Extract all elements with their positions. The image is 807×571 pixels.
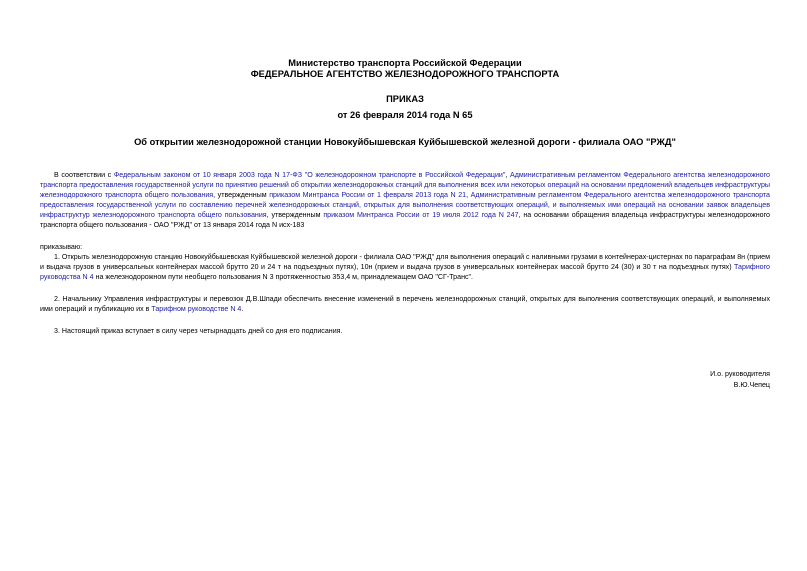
item-3-paragraph: 3. Настоящий приказ вступает в силу через четырнадцать дней со дня его подписания. <box>54 327 343 335</box>
item-1-text-1: 1. Открыть железнодорожную станцию Новокуйбышевская Куйбышевской железной дороги - филиала ОАО "РЖД" для выполнения операций с наливными грузами в контейнерах-цистернах по параграфам 8н (прием и выдача грузов в универсальных контейнерах массой брутто 20 и 24 т на подъездных путях), 10н (прием и выдача грузов в универсальных контейнерах массой брутто 24 (30) и 30 т на подъездных путях) <box>40 253 770 271</box>
item-1-paragraph <box>40 252 770 282</box>
preamble-text-1: В соответствии с <box>54 171 114 179</box>
agency-heading: ФЕДЕРАЛЬНОЕ АГЕНТСТВО ЖЕЛЕЗНОДОРОЖНОГО ТРАНСПОРТА <box>250 69 560 79</box>
order-21-link[interactable]: приказом Минтранса России от 1 февраля 2013 года N 21 <box>269 191 467 199</box>
document-type: ПРИКАЗ <box>386 94 424 104</box>
preamble-text-3: , утвержденным <box>213 191 270 199</box>
preamble-text-4: , <box>466 191 471 199</box>
tariff-guide-link-2[interactable]: Тарифном руководстве N 4 <box>151 305 242 313</box>
federal-law-link[interactable]: Федеральным законом от 10 января 2003 года N 17-ФЗ "О железнодорожном транспорте в Российской Федерации" <box>113 171 506 179</box>
preamble-text-5: , утвержденным <box>266 211 324 219</box>
ministry-heading: Министерство транспорта Российской Федерации <box>288 58 522 68</box>
item-2-text-2: . <box>241 305 244 313</box>
document-title: Об открытии железнодорожной станции Новокуйбышевская Куйбышевской железной дороги - филиала ОАО "РЖД" <box>134 137 676 147</box>
tariff-guide-link-1[interactable]: Тарифного руководства N 4 <box>40 263 770 281</box>
signatory-name: В.Ю.Чепец <box>733 381 770 389</box>
document-page <box>40 0 770 571</box>
order-247-link[interactable]: приказом Минтранса России от 19 июля 2012 года N 247 <box>323 211 519 219</box>
prikazyvayu-text: приказываю: <box>40 243 83 251</box>
signatory-position: И.о. руководителя <box>710 370 770 378</box>
item-2-paragraph <box>40 294 770 314</box>
item-2-text-1: 2. Начальнику Управления инфраструктуры и перевозок Д.В.Шпади обеспечить внесение изменений в перечень железнодорожных станций, открытых для выполнения соответствующих операций, и выполняемых ими операций и публикацию их в <box>40 295 770 313</box>
document-date: от 26 февраля 2014 года N 65 <box>337 110 473 120</box>
admin-regulation-1-link[interactable]: Административным регламентом Федерального агентства железнодорожного транспорта предоставления государственной услуги по принятию решений об открытии железнодорожных станций для выполнения всех или некоторых операций на основании предложений владельцев инфраструктуры железнодорожного транспорта общего пользования <box>40 171 770 199</box>
item-1-text-2: на железнодорожном пути необщего пользования N 3 протяженностью 353,4 м, принадлежащем ОАО "СГ-Транс". <box>93 273 474 281</box>
preamble-paragraph <box>40 170 770 230</box>
admin-regulation-2-link[interactable]: Административным регламентом Федерального агентства железнодорожного транспорта предоставления государственной услуги по составлению перечней железнодорожных станций, открытых для выполнения соответствующих операций, и выполняемых ими операций на основании заявок владельцев инфраструктур железнодорожного транспорта общего пользования <box>40 191 770 219</box>
preamble-text-6: , на основании обращения владельца инфраструктуры железнодорожного транспорта общего пользования - ОАО "РЖД" от 13 января 2014 года N исх-183 <box>40 211 770 229</box>
preamble-text-2: , <box>505 171 511 179</box>
